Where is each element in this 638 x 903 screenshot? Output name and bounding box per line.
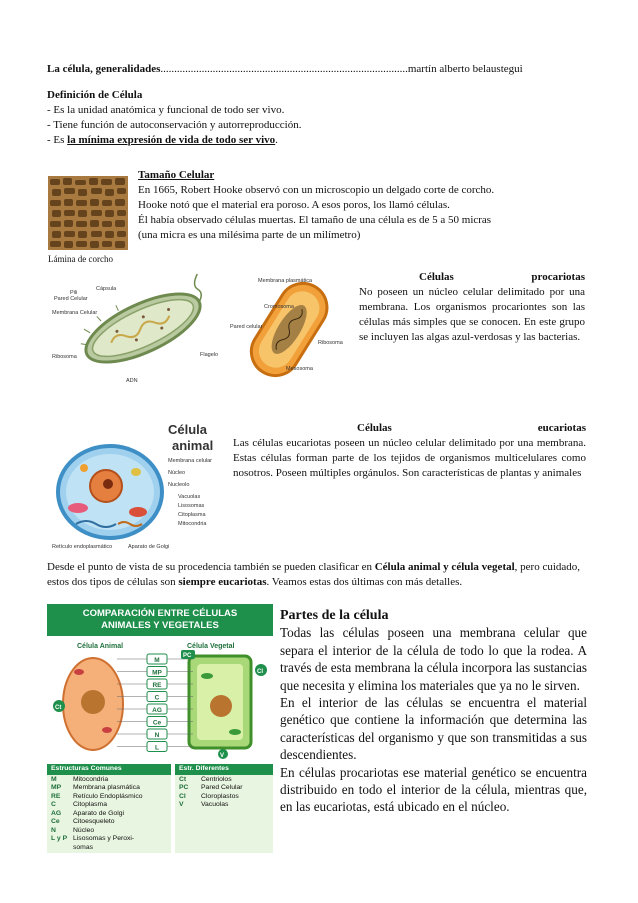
size-heading: Tamaño Celular bbox=[138, 169, 215, 181]
animal-title-2: animal bbox=[172, 438, 214, 453]
structure-name: Aparato de Golgi bbox=[73, 809, 125, 817]
structure-code: Cl bbox=[179, 792, 186, 800]
structure-name: Cloroplastos bbox=[201, 792, 239, 800]
structure-code: N bbox=[51, 826, 56, 834]
bacteria-diagram bbox=[48, 270, 219, 388]
animal-label-citoplasma: Citoplasma bbox=[178, 512, 206, 518]
animal-label-lisosomas: Lisosomas bbox=[178, 503, 205, 509]
structure-code: Ce bbox=[51, 818, 60, 825]
structure-name: Membrana plasmática bbox=[73, 784, 140, 791]
center-code-label: MP bbox=[152, 669, 162, 677]
size-line-1: En 1665, Robert Hooke observó con un microscopio un delgado corte de corcho. bbox=[138, 184, 495, 196]
structure-code: AG bbox=[51, 809, 62, 817]
center-code-label: M bbox=[154, 657, 160, 664]
prokaryote-label-pared: Pared celular bbox=[230, 324, 263, 330]
classification-emphasis-2: siempre eucariotas bbox=[178, 576, 267, 588]
structure-row bbox=[51, 801, 167, 810]
center-codes bbox=[117, 654, 193, 752]
comparison-tables bbox=[47, 764, 273, 853]
comparison-title: COMPARACIÓN ENTRE CÉLULAS ANIMALES Y VEGETALES bbox=[47, 604, 273, 636]
structure-code: Ct bbox=[179, 775, 187, 783]
structure-row bbox=[51, 784, 167, 793]
bacteria-label-membrana: Membrana Celular bbox=[52, 310, 98, 316]
header-dots: .......................................................................................... bbox=[160, 63, 408, 75]
cork-image bbox=[48, 176, 128, 250]
definition-heading: Definición de Célula bbox=[47, 89, 143, 101]
bacteria-label-adn: ADN bbox=[126, 378, 138, 384]
structure-code: M bbox=[51, 775, 57, 783]
structure-name: Núcleo bbox=[73, 826, 95, 834]
structure-row bbox=[179, 793, 269, 802]
cell-parts-paragraph-3: En células procariotas ese material genético se encuentra distribuido en todo el interior de la célula, mientras que, en las eucariotas, está ubicado en el núcleo. bbox=[280, 764, 587, 815]
structure-name: Citoplasma bbox=[73, 801, 107, 808]
structure-code: MP bbox=[51, 784, 62, 791]
different-structures-table bbox=[175, 764, 273, 853]
structure-code: C bbox=[51, 801, 56, 808]
animal-title-1: Célula bbox=[168, 422, 208, 437]
structure-row bbox=[51, 835, 167, 844]
structure-name: Centriolos bbox=[201, 775, 232, 783]
prokaryote-section bbox=[359, 270, 585, 345]
animal-label-mitocondria: Mitocondria bbox=[178, 521, 207, 527]
center-code-label: N bbox=[154, 732, 160, 739]
structure-code: RE bbox=[51, 792, 61, 800]
definition-line-1: - Es la unidad anatómica y funcional de todo ser vivo. bbox=[47, 104, 285, 116]
structure-name: somas bbox=[73, 843, 94, 851]
structure-row bbox=[179, 801, 269, 810]
animal-label-vacuolas: Vacuolas bbox=[178, 494, 201, 500]
structure-row bbox=[51, 793, 167, 802]
structure-code: PC bbox=[179, 784, 189, 791]
plant-cl-code: Cl bbox=[257, 669, 263, 675]
structure-row bbox=[179, 784, 269, 793]
animal-label-golgi: Aparato de Golgi bbox=[128, 544, 170, 550]
structure-row bbox=[51, 818, 167, 827]
center-code-label: L bbox=[155, 744, 159, 752]
bacteria-label-pili: Pili bbox=[70, 290, 78, 296]
common-structures-table bbox=[47, 764, 171, 853]
definition-section bbox=[47, 88, 607, 148]
structure-name: Lisosomas y Peroxi- bbox=[73, 835, 135, 842]
prokaryote-diagram bbox=[226, 270, 354, 388]
cell-parts-heading: Partes de la célula bbox=[280, 608, 389, 623]
center-code-label: RE bbox=[152, 682, 162, 689]
classification-emphasis-1: Célula animal y célula vegetal bbox=[374, 561, 515, 573]
bacteria-label-ribosoma: Ribosoma bbox=[52, 354, 77, 360]
size-line-4: (una micra es una milésima parte de un milímetro) bbox=[138, 229, 361, 241]
vegetal-cell-label: Célula Vegetal bbox=[187, 643, 235, 650]
center-code-label: AG bbox=[152, 707, 162, 714]
structure-row bbox=[51, 810, 167, 819]
cell-parts-section bbox=[280, 607, 587, 816]
size-section bbox=[138, 168, 608, 243]
document-title: La célula, generalidades bbox=[47, 63, 161, 75]
prokaryote-label-cromosoma: Cromosoma bbox=[264, 304, 294, 310]
comparison-figure bbox=[47, 604, 273, 854]
author-name: martín alberto belaustegui bbox=[407, 63, 523, 75]
prokaryote-label-ribosoma: Ribosoma bbox=[318, 340, 343, 346]
animal-ct-code: Ct bbox=[55, 705, 62, 711]
animal-cell-diagram bbox=[48, 412, 230, 554]
bacteria-label-capsula: Cápsula bbox=[96, 286, 117, 292]
eukaryote-section bbox=[233, 421, 586, 481]
definition-emphasis: la mínima expresión de vida de todo ser vivo bbox=[67, 134, 276, 146]
cork-caption: Lámina de corcho bbox=[48, 254, 113, 264]
structure-code: V bbox=[179, 801, 184, 808]
prokaryote-text: No poseen un núcleo celular delimitado por una membrana. Los organismos procariontes son las células más simples que se conocen. En este grupo se incluyen las algas azul-verdosas y las bacterias. bbox=[359, 286, 585, 343]
animal-cell-label: Célula Animal bbox=[77, 643, 124, 650]
structure-name: Citoesqueleto bbox=[73, 818, 115, 825]
structure-row bbox=[51, 844, 167, 853]
animal-label-nucleolo: Nucleolo bbox=[168, 482, 190, 488]
different-structures-header: Estr. Diferentes bbox=[175, 764, 273, 775]
structure-name: Mitocondria bbox=[73, 775, 109, 783]
plant-pc-code: PC bbox=[183, 653, 192, 659]
structure-code: L y P bbox=[51, 835, 68, 842]
animal-label-reticulo: Retículo endoplasmático bbox=[52, 544, 113, 550]
eukaryote-text: Las células eucariotas poseen un núcleo celular delimitado por una membrana. Estas células forman parte de los tejidos de organismos multicelulares como nosotros. Poseen múltiples orgánulos. Son características de plantas y animales bbox=[233, 437, 586, 479]
center-code-label: Ce bbox=[152, 719, 162, 727]
plant-v-code: V bbox=[220, 753, 225, 759]
prokaryote-label-membrana: Membrana plasmática bbox=[258, 278, 313, 284]
prokaryote-label-mesosoma: Mesosoma bbox=[286, 366, 313, 372]
structure-row bbox=[51, 776, 167, 785]
definition-line-3: - Es la mínima expresión de vida de todo ser vivo. bbox=[47, 134, 278, 146]
animal-label-nucleo: Núcleo bbox=[168, 470, 186, 476]
cell-parts-paragraph-1: Todas las células poseen una membrana celular que separa el interior de la célula de todo lo que la rodea. A través de esta membrana la célula incorpora las sustancias que necesita y elimina los materiales que ya no le sirven. bbox=[280, 625, 587, 693]
prokaryote-heading: Células procariotas bbox=[419, 271, 585, 283]
eukaryote-heading: Células eucariotas bbox=[357, 422, 586, 434]
size-line-3: Él había observado células muertas. El tamaño de una célula es de 5 a 50 micras bbox=[138, 214, 492, 226]
structure-row bbox=[179, 776, 269, 785]
size-line-2: Hooke notó que el material era poroso. A esos poros, los llamó células. bbox=[138, 199, 450, 211]
cell-parts-paragraph-2: En el interior de las células se encuentra el material genético que contiene la información que determina las características del organismo y que son transmitidas a sus descendientes. bbox=[280, 695, 587, 763]
structure-name: Vacuolas bbox=[201, 801, 229, 808]
structure-row bbox=[51, 827, 167, 836]
page-header bbox=[47, 62, 607, 77]
bacteria-label-flagelo: Flagelo bbox=[200, 352, 219, 358]
common-structures-header: Estructuras Comunes bbox=[47, 764, 171, 775]
definition-line-2: - Tiene función de autoconservación y autorreproducción. bbox=[47, 119, 302, 131]
animal-label-membrana: Membrana celular bbox=[168, 458, 213, 464]
structure-code bbox=[51, 844, 73, 853]
bacteria-label-pared: Pared Celular bbox=[54, 296, 88, 302]
classification-paragraph: Desde el punto de vista de su procedencia también se pueden clasificar en Célula animal y célula vegetal, pero cuidado, estos dos tipos de células son siempre eucariotas. Veamos estas dos últimas con más detalles. bbox=[47, 561, 581, 588]
center-code-label: C bbox=[154, 694, 160, 702]
structure-name: Pared Celular bbox=[201, 784, 243, 791]
structure-name: Retículo Endoplásmico bbox=[73, 792, 143, 800]
